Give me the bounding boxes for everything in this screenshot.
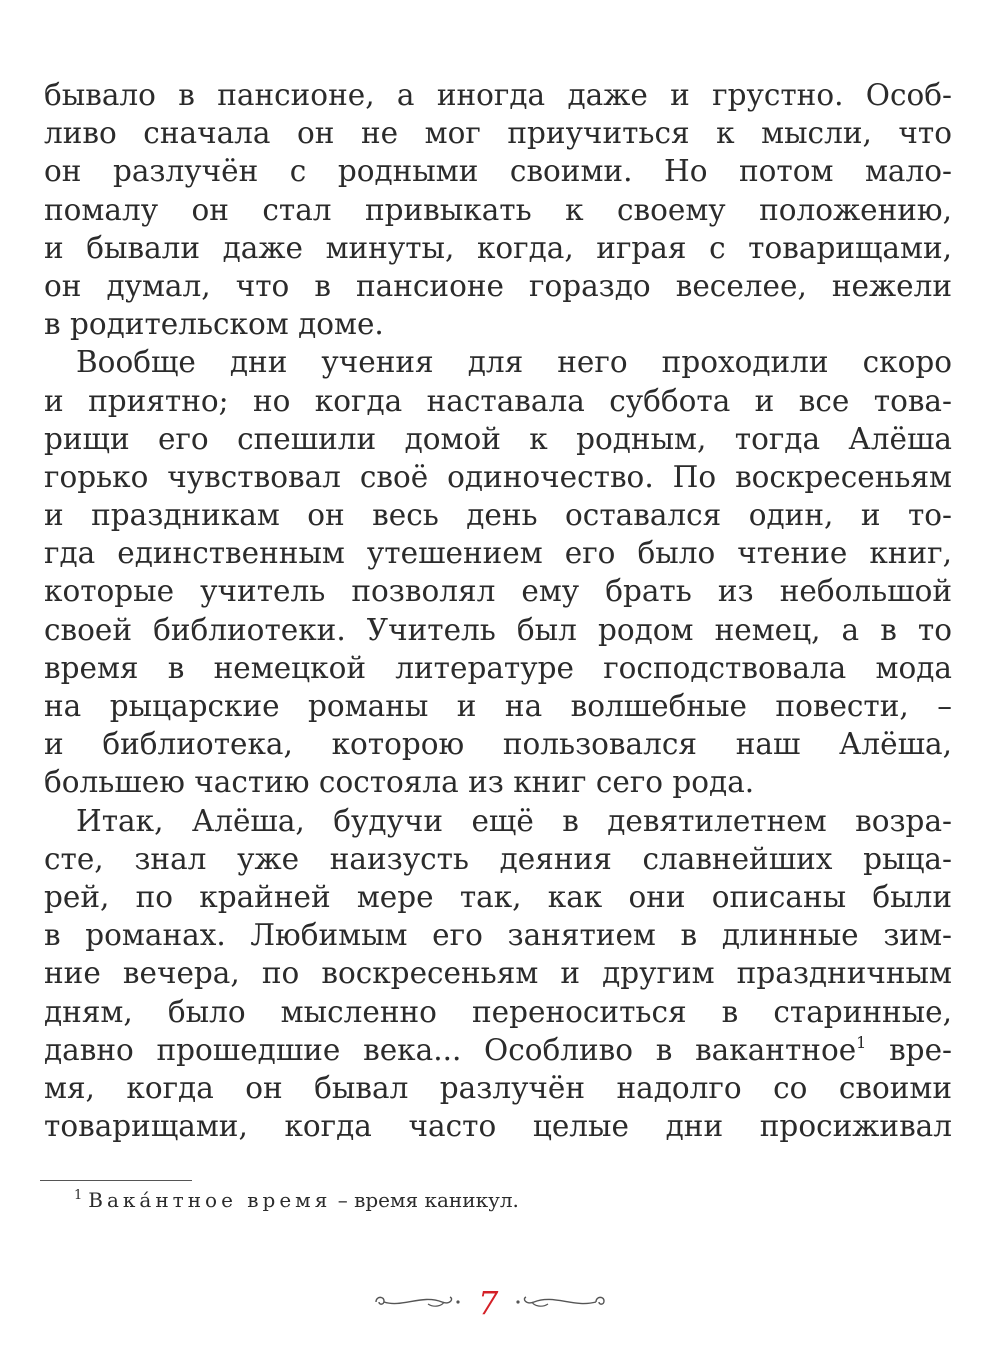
text-line: рищи его спешили домой к родным, тогда Алёша [44, 421, 952, 456]
text-line: в родительском доме. [44, 307, 384, 342]
text-line: на рыцарские романы и на волшебные повести, – [44, 689, 952, 723]
text-line: ливо сначала он не мог приучиться к мысли, что [44, 116, 952, 151]
footnote-term: Вака́нтное время [88, 1188, 332, 1212]
text-line: он разлучён с родными своими. Но потом мало- [44, 154, 952, 189]
text-line: и праздникам он весь день оставался один, и то- [44, 498, 952, 533]
text-line: большею частию состояла из книг сего рода. [44, 765, 755, 800]
text-line: сте, знал уже наизусть деяния славнейших рыца- [44, 841, 952, 876]
text-line: время в немецкой литературе господствовала мода [44, 650, 952, 685]
text-line: дням, было мысленно переноситься в старинные, [44, 994, 952, 1029]
footnote-ref: 1 [856, 1032, 867, 1052]
page-number-block [0, 1280, 1000, 1330]
text-line: он думал, что в пансионе гораздо веселее, нежели [44, 268, 952, 303]
right-ornament-icon [512, 1290, 610, 1314]
text-line: и бывали даже минуты, когда, играя с товарищами, [44, 230, 952, 265]
footnote-divider [40, 1180, 192, 1181]
text-line: ние вечера, по воскресеньям и другим праздничным [44, 956, 952, 991]
paragraph-start-line: Вообще дни учения для него проходили скоро [76, 345, 952, 380]
footnote [74, 1188, 519, 1212]
page-number: 7 [478, 1284, 499, 1322]
text-line: и приятно; но когда наставала суббота и все това- [44, 383, 952, 418]
text-line-part: давно прошедшие века... Особливо в вакантное [44, 1032, 857, 1067]
text-line-hyphen-part: вре- [889, 1032, 952, 1067]
main-text [44, 76, 952, 1145]
footnote-marker: 1 [74, 1188, 83, 1203]
text-line: рей, по крайней мере так, как они описаны были [44, 879, 952, 914]
left-ornament-icon [372, 1290, 464, 1314]
text-line: бывало в пансионе, а иногда даже и грустно. Особ- [44, 78, 952, 112]
footnote-definition: – время каникул. [331, 1188, 519, 1212]
text-line: и библиотека, которою пользовался наш Алёша, [44, 727, 952, 762]
paragraph-start-line: Итак, Алёша, будучи ещё в девятилетнем возра- [76, 803, 952, 838]
text-line-with-footnote-ref [44, 1031, 952, 1069]
text-line: помалу он стал привыкать к своему положению, [44, 192, 952, 227]
text-line: товарищами, когда часто целые дни просиживал [44, 1109, 952, 1144]
text-line: своей библиотеки. Учитель был родом немец, а в то [44, 612, 952, 647]
text-line: которые учитель позволял ему брать из небольшой [44, 574, 952, 609]
text-line: горько чувствовал своё одиночество. По воскресеньям [44, 459, 952, 494]
text-line: мя, когда он бывал разлучён надолго со своими [44, 1070, 952, 1105]
text-line: гда единственным утешением его было чтение книг, [44, 536, 952, 571]
text-line: в романах. Любимым его занятием в длинные зим- [44, 918, 952, 953]
